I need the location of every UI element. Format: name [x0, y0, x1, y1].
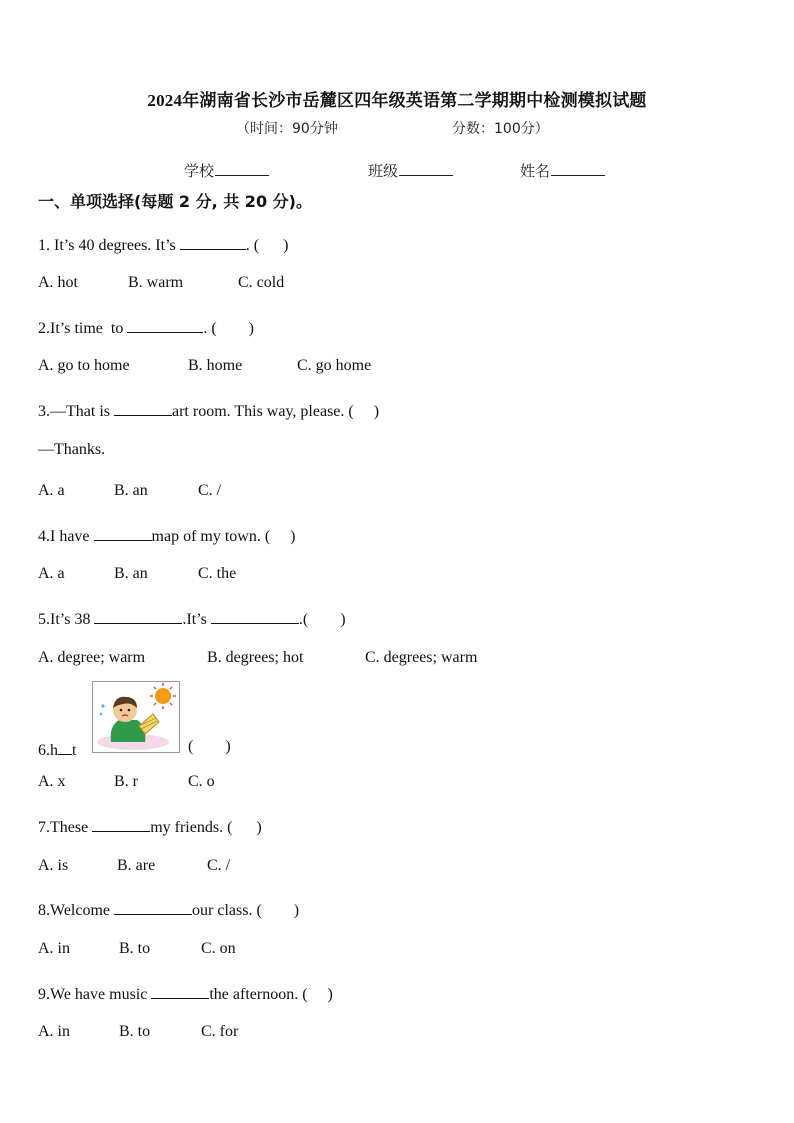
- option-b[interactable]: B. an: [114, 482, 148, 499]
- question-6: 6.h t: [38, 738, 76, 760]
- option-b[interactable]: B. home: [188, 357, 243, 374]
- boy-with-fan-illustration: [93, 682, 179, 752]
- answer-blank-2[interactable]: [211, 607, 299, 624]
- option-c[interactable]: C. degrees; warm: [365, 649, 478, 666]
- question-6-paren: ( ): [188, 738, 231, 755]
- page-title: 2024年湖南省长沙市岳麓区四年级英语第二学期期中检测模拟试题: [147, 91, 647, 110]
- option-c[interactable]: C. o: [188, 773, 215, 790]
- section-title: 一、单项选择(每题 2 分, 共 20 分)。: [38, 192, 312, 211]
- exam-score: 分数：100分）: [452, 121, 549, 137]
- question-1: 1. It’s 40 degrees. It’s . ( ): [38, 233, 288, 255]
- class-label: 班级: [368, 162, 399, 180]
- question-3: 3.—That is art room. This way, please. ( ): [38, 399, 379, 421]
- name-blank[interactable]: [551, 161, 605, 176]
- answer-blank-1[interactable]: [94, 607, 182, 624]
- option-b[interactable]: B. are: [117, 857, 156, 874]
- answer-blank[interactable]: [114, 399, 172, 416]
- answer-blank[interactable]: [94, 524, 152, 541]
- option-a[interactable]: A. in: [38, 940, 70, 957]
- option-c[interactable]: C. the: [198, 565, 237, 582]
- option-c[interactable]: C. for: [201, 1023, 239, 1040]
- option-b[interactable]: B. to: [119, 940, 151, 957]
- answer-blank[interactable]: [58, 738, 72, 755]
- school-blank[interactable]: [215, 161, 269, 176]
- question-7: 7.These my friends. ( ): [38, 815, 262, 837]
- option-a[interactable]: A. hot: [38, 274, 78, 291]
- answer-blank[interactable]: [180, 233, 246, 250]
- option-c[interactable]: C. /: [198, 482, 222, 499]
- question-9: 9.We have music the afternoon. ( ): [38, 982, 333, 1004]
- answer-blank[interactable]: [114, 898, 192, 915]
- answer-blank[interactable]: [92, 815, 150, 832]
- school-label: 学校: [184, 162, 215, 180]
- option-b[interactable]: B. warm: [128, 274, 184, 291]
- option-c[interactable]: C. cold: [238, 274, 285, 291]
- option-c[interactable]: C. /: [207, 857, 231, 874]
- option-b[interactable]: B. an: [114, 565, 148, 582]
- name-field[interactable]: [520, 160, 605, 181]
- question-3-reply: —Thanks.: [38, 441, 106, 458]
- class-field[interactable]: [368, 160, 453, 181]
- option-b[interactable]: B. degrees; hot: [207, 649, 304, 666]
- option-a[interactable]: A. a: [38, 482, 65, 499]
- option-a[interactable]: A. in: [38, 1023, 70, 1040]
- option-a[interactable]: A. x: [38, 773, 66, 790]
- option-a[interactable]: A. a: [38, 565, 65, 582]
- option-a[interactable]: A. degree; warm: [38, 649, 146, 666]
- answer-blank[interactable]: [151, 982, 209, 999]
- class-blank[interactable]: [399, 161, 453, 176]
- question-4: 4.I have map of my town. ( ): [38, 524, 296, 546]
- answer-blank[interactable]: [127, 316, 203, 333]
- option-b[interactable]: B. r: [114, 773, 138, 790]
- question-2: 2.It’s time to . ( ): [38, 316, 254, 338]
- option-a[interactable]: A. is: [38, 857, 69, 874]
- name-label: 姓名: [520, 162, 551, 180]
- question-5: 5.It’s 38 .It’s .( ): [38, 607, 346, 629]
- exam-time: （时间：90分钟: [236, 121, 338, 137]
- sun-icon: [150, 683, 176, 709]
- option-c[interactable]: C. go home: [297, 357, 372, 374]
- school-field[interactable]: [184, 160, 269, 181]
- option-a[interactable]: A. go to home: [38, 357, 130, 374]
- hot-weather-picture: [92, 681, 180, 753]
- option-c[interactable]: C. on: [201, 940, 236, 957]
- question-8: 8.Welcome our class. ( ): [38, 898, 299, 920]
- option-b[interactable]: B. to: [119, 1023, 151, 1040]
